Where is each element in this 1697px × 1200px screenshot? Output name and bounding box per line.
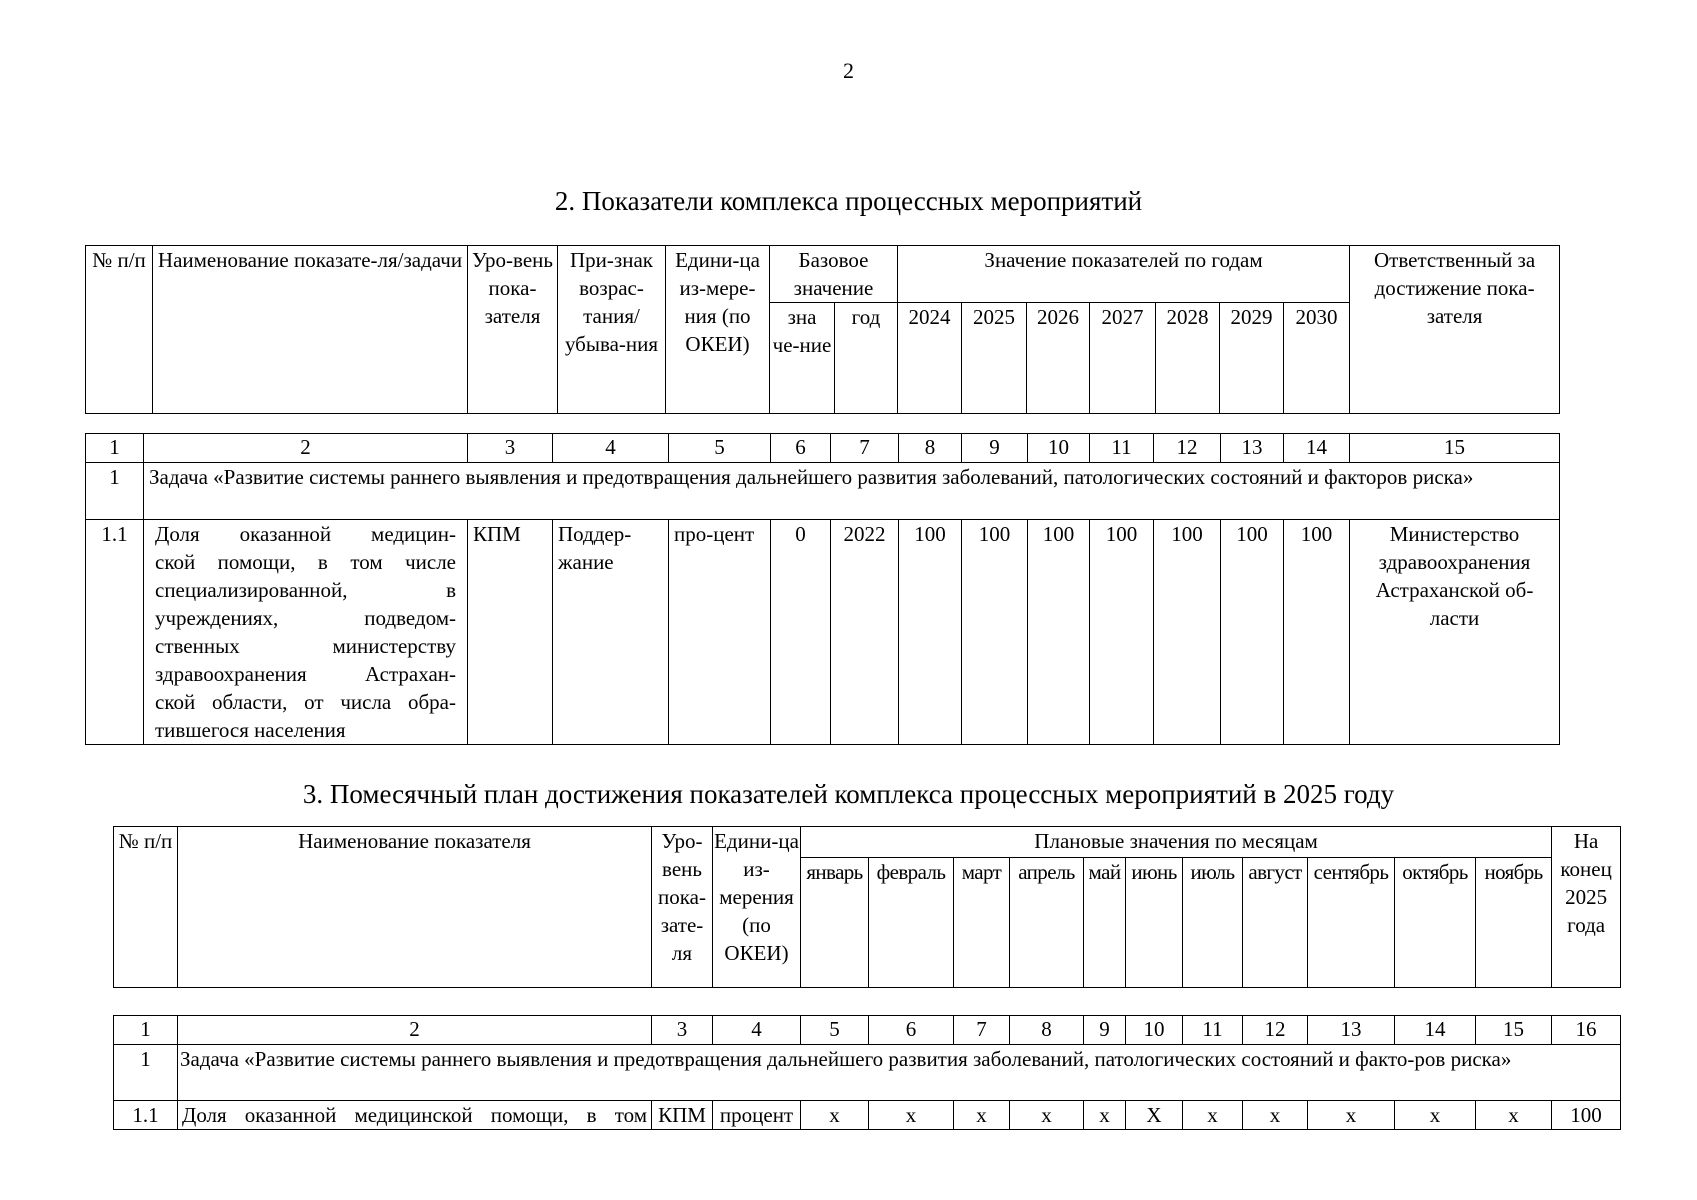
- col-number: 13: [1221, 434, 1284, 463]
- s3-col-number: 11: [1183, 1016, 1243, 1045]
- section3-title: 3. Помесячный план достижения показателей комплекса процессных мероприятий в 2025 году: [302, 779, 1395, 809]
- header-name: Наименование показате-ля/задачи: [153, 246, 468, 414]
- s3-row-value-nov: х: [1476, 1101, 1552, 1130]
- s3-col-number: 3: [652, 1016, 713, 1045]
- row-unit: про-цент: [669, 520, 771, 745]
- header-year-2029: 2029: [1220, 303, 1284, 414]
- section2-title: 2. Показатели комплекса процессных мероприятий: [554, 186, 1143, 216]
- s3-col-number: 5: [801, 1016, 869, 1045]
- s3-header-level: Уро-вень пока-зате-ля: [652, 827, 713, 988]
- row-responsible: Министерство здравоохранения Астраханской об-ласти: [1350, 520, 1560, 745]
- header-level: Уро-вень пока-зателя: [468, 246, 558, 414]
- row-value-2028: 100: [1154, 520, 1221, 745]
- s3-header-num: № п/п: [114, 827, 178, 988]
- row-name-line: учреждениях, подведом-: [155, 606, 456, 630]
- col-number: 1: [86, 434, 144, 463]
- s3-col-number: 6: [869, 1016, 954, 1045]
- header-year-2024: 2024: [898, 303, 962, 414]
- row-name-line: ской помощи, в том числе: [155, 550, 456, 574]
- row-value-2025: 100: [962, 520, 1028, 745]
- col-number: 15: [1350, 434, 1560, 463]
- s3-col-number: 10: [1126, 1016, 1183, 1045]
- s3-header-name: Наименование показателя: [178, 827, 652, 988]
- s3-month-nov: ноябрь: [1476, 858, 1552, 988]
- header-sign: При-знак возрас-тания/ убыва-ния: [558, 246, 666, 414]
- row-name-line: Доля оказанной медицин-: [155, 522, 456, 546]
- header-unit: Едини-ца из-мере-ния (по ОКЕИ): [666, 246, 770, 414]
- s3-row-value-jan: х: [801, 1101, 869, 1130]
- s3-row-value-mar: х: [954, 1101, 1010, 1130]
- header-num: № п/п: [86, 246, 153, 414]
- col-number: 4: [553, 434, 669, 463]
- task-text: Задача «Развитие системы раннего выявления и предотвращения дальнейшего развития заболеваний, патологических состояний и факторов риска»: [144, 463, 1560, 520]
- s3-month-aug: август: [1243, 858, 1308, 988]
- s3-row-end: 100: [1552, 1101, 1621, 1130]
- s3-col-number: 13: [1308, 1016, 1395, 1045]
- s3-month-mar: март: [954, 858, 1010, 988]
- s3-col-number: 1: [114, 1016, 178, 1045]
- header-responsible: Ответственный за достижение пока-зателя: [1350, 246, 1560, 414]
- s3-row-unit: процент: [713, 1101, 801, 1130]
- s3-row-value-jul: х: [1183, 1101, 1243, 1130]
- header-year-2030: 2030: [1284, 303, 1350, 414]
- page-number: 2: [843, 58, 854, 83]
- header-year-2028: 2028: [1156, 303, 1220, 414]
- col-number: 9: [962, 434, 1028, 463]
- header-year-2025: 2025: [962, 303, 1027, 414]
- s3-row-value-aug: х: [1243, 1101, 1308, 1130]
- section3-header-table: [113, 826, 1621, 988]
- s3-row-value-may: х: [1084, 1101, 1126, 1130]
- header-values-by-years: Значение показателей по годам: [898, 246, 1350, 303]
- s3-row-value-oct: х: [1395, 1101, 1476, 1130]
- row-sign: Поддер-жание: [553, 520, 669, 745]
- col-number: 2: [144, 434, 468, 463]
- col-number: 6: [771, 434, 831, 463]
- s3-month-jan: январь: [801, 858, 869, 988]
- s3-task-text: Задача «Развитие системы раннего выявления и предотвращения дальнейшего развития заболеваний, патологических состояний и факто-ров риска»: [178, 1045, 1621, 1101]
- s3-col-number: 9: [1084, 1016, 1126, 1045]
- task-num: 1: [86, 463, 144, 520]
- s3-month-feb: февраль: [869, 858, 954, 988]
- row-base-year: 2022: [831, 520, 899, 745]
- s3-month-apr: апрель: [1010, 858, 1084, 988]
- col-number: 14: [1284, 434, 1350, 463]
- row-name: [144, 520, 468, 745]
- header-base-year: год: [835, 303, 898, 414]
- section3-body-table: [113, 1015, 1621, 1130]
- col-number: 12: [1154, 434, 1221, 463]
- header-base: Базовое значение: [770, 246, 898, 303]
- s3-month-jul: июль: [1183, 858, 1243, 988]
- s3-row-value-jun: Х: [1126, 1101, 1183, 1130]
- s3-row-num: 1.1: [114, 1101, 178, 1130]
- s3-col-number: 2: [178, 1016, 652, 1045]
- s3-month-sep: сентябрь: [1308, 858, 1395, 988]
- header-base-value: зна че-ние: [770, 303, 835, 414]
- s3-row-level: КПМ: [652, 1101, 713, 1130]
- s3-col-number: 8: [1010, 1016, 1084, 1045]
- s3-col-number: 14: [1395, 1016, 1476, 1045]
- s3-col-number: 16: [1552, 1016, 1621, 1045]
- col-number: 5: [669, 434, 771, 463]
- row-name-line: тившегося населения: [155, 718, 346, 742]
- s3-month-may: май: [1084, 858, 1126, 988]
- row-value-2030: 100: [1284, 520, 1350, 745]
- col-number: 3: [468, 434, 553, 463]
- s3-task-num: 1: [114, 1045, 178, 1101]
- col-number: 8: [899, 434, 962, 463]
- row-name-line: специализированной, в: [155, 578, 456, 602]
- s3-month-jun: июнь: [1126, 858, 1183, 988]
- s3-col-number: 15: [1476, 1016, 1552, 1045]
- row-value-2024: 100: [899, 520, 962, 745]
- header-year-2027: 2027: [1090, 303, 1156, 414]
- s3-row-value-sep: х: [1308, 1101, 1395, 1130]
- row-num: 1.1: [86, 520, 144, 745]
- s3-col-number: 7: [954, 1016, 1010, 1045]
- col-number: 10: [1028, 434, 1090, 463]
- section2-header-table: [85, 245, 1560, 414]
- s3-row-value-apr: х: [1010, 1101, 1084, 1130]
- s3-month-oct: октябрь: [1395, 858, 1476, 988]
- row-name-line: здравоохранения Астрахан-: [155, 662, 456, 686]
- s3-col-number: 12: [1243, 1016, 1308, 1045]
- row-level: КПМ: [468, 520, 553, 745]
- s3-row-name: Доля оказанной медицинской помощи, в том: [178, 1101, 652, 1130]
- row-value-2027: 100: [1090, 520, 1154, 745]
- col-number: 11: [1090, 434, 1154, 463]
- row-value-2029: 100: [1221, 520, 1284, 745]
- row-name-line: ской области, от числа обра-: [155, 690, 456, 714]
- row-base-value: 0: [771, 520, 831, 745]
- row-name-line: ственных министерству: [155, 634, 456, 658]
- s3-header-end: На конец 2025 года: [1552, 827, 1621, 988]
- s3-col-number: 4: [713, 1016, 801, 1045]
- col-number: 7: [831, 434, 899, 463]
- section2-body-table: [85, 433, 1560, 745]
- header-year-2026: 2026: [1027, 303, 1090, 414]
- s3-row-value-feb: х: [869, 1101, 954, 1130]
- s3-header-unit: Едини-ца из-мерения (по ОКЕИ): [713, 827, 801, 988]
- s3-header-monthly: Плановые значения по месяцам: [801, 827, 1552, 858]
- row-value-2026: 100: [1028, 520, 1090, 745]
